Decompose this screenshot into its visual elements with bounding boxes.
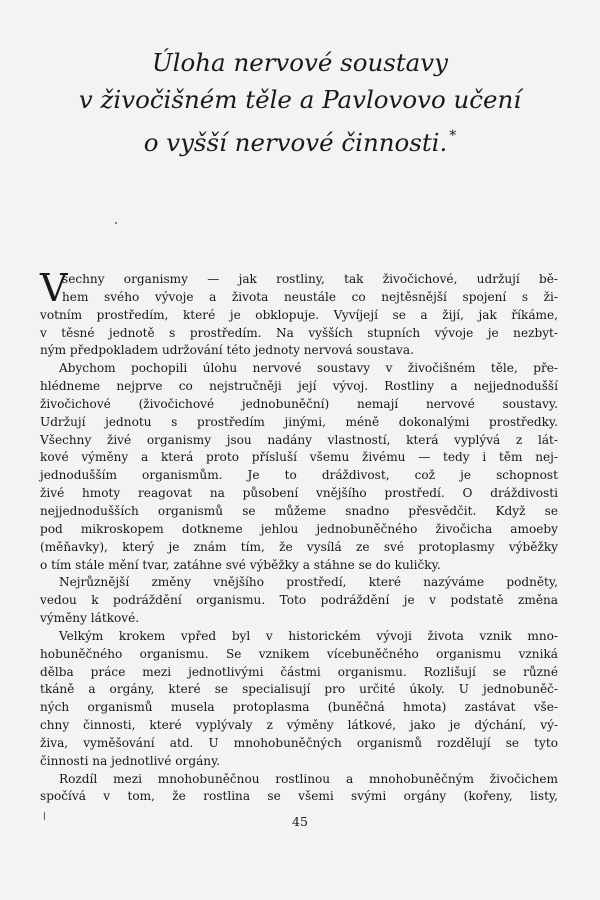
text-line: hem svého vývoje a života neustále co nejtěsnější spojení s ži-: [62, 289, 558, 304]
text-line: spočívá v tom, že rostlina se všemi svými orgány (kořeny, listy,: [40, 789, 558, 804]
text-line: Velkým krokem vpřed byl v historickém vývoji života vznik mno-: [59, 628, 558, 643]
text-line: živé hmoty reagovat na působení vnějšího prostředí. O dráždivosti: [40, 486, 558, 501]
text-line: Abychom pochopili úlohu nervové soustavy v živočišném těle, pře-: [59, 361, 558, 376]
text-line: o tím stále mění tvar, zatáhne své výběžky a stáhne se do kuličky.: [40, 557, 441, 572]
chapter-title: [60, 44, 540, 161]
text-line: Udržují jednotu s prostředím jinými, méně dokonalými prostředky.: [40, 414, 558, 429]
text-line: ných organismů musela protoplasma (buněčná hmota) zastávat vše-: [40, 700, 558, 715]
text-line: jednodušším organismům. Je to dráždivost, což je schopnost: [40, 468, 558, 483]
text-line: Rozdíl mezi mnohobuněčnou rostlinou a mnohobuněčným živočichem: [59, 771, 558, 786]
footnote-marker: *: [449, 128, 457, 144]
title-line-3-text: o vyšší nervové činnosti.: [143, 128, 448, 157]
scan-speck: [115, 222, 117, 224]
text-line: chny činnosti, které vyplývaly z výměny látkové, jako je dýchání, vý-: [40, 718, 558, 733]
paragraph-5: [40, 771, 558, 807]
text-line: tkáně a orgány, které se specialisují pro určité úkoly. U jednobuněč-: [40, 682, 558, 697]
text-line: živočichové (živočichové jednobuněční) nemají nervové soustavy.: [40, 396, 558, 411]
paragraph-1: [40, 266, 558, 360]
title-line-1: Úloha nervové soustavy: [152, 48, 448, 77]
paragraph-4: [40, 628, 558, 771]
drop-cap: V: [40, 266, 68, 310]
text-line: hlédneme nejprve co nejstručněji její vývoj. Rostliny a nejjednodušší: [40, 379, 558, 394]
text-line: šechny organismy — jak rostliny, tak živočichové, udržují bě-: [62, 272, 558, 286]
text-line: kové výměny a která proto přísluší všemu živému — tedy i těm nej-: [40, 450, 558, 465]
text-line: Všechny živé organismy jsou nadány vlastností, která vyplývá z lát-: [40, 432, 558, 447]
text-line: ným předpokladem udržování této jednoty nervová soustava.: [40, 343, 414, 358]
title-line-2: v živočišném těle a Pavlovovo učení: [78, 85, 522, 114]
scan-speck: [44, 812, 45, 820]
text-line: Nejrůznější změny vnějšího prostředí, které nazýváme podněty,: [59, 575, 558, 590]
text-line: (měňavky), který je znám tím, že vysílá ze své protoplasmy výběžky: [40, 539, 558, 554]
text-line: činnosti na jednotlivé orgány.: [40, 753, 221, 768]
paragraph-3: [40, 574, 558, 628]
title-line-3: [60, 118, 540, 161]
text-line: živa, vyměšování atd. U mnohobuněčných organismů rozdělují se tyto: [40, 735, 558, 750]
text-line: vedou k podráždění organismu. Toto podráždění je v podstatě změna: [40, 593, 558, 608]
text-line: dělba práce mezi jednotlivými částmi organismu. Rozlišují se různé: [40, 664, 558, 679]
text-line: v těsné jednotě s prostředím. Na vyšších stupních vývoje je nezbyt-: [40, 325, 558, 340]
text-line: nejjednodušších organismů se můžeme snadno přesvědčit. Když se: [40, 503, 558, 518]
text-line: votním prostředím, které je obklopuje. Vyvíjejí se a žijí, jak říkáme,: [40, 307, 558, 322]
page-number: 45: [292, 814, 308, 829]
text-line: výměny látkové.: [40, 611, 140, 626]
text-line: pod mikroskopem dotkneme jehlou jednobuněčného živočicha amoeby: [40, 521, 558, 536]
body-text: [40, 266, 558, 806]
text-line: hobuněčného organismu. Se vznikem vícebuněčného organismu vzniká: [40, 646, 558, 661]
paragraph-2: [40, 360, 558, 574]
